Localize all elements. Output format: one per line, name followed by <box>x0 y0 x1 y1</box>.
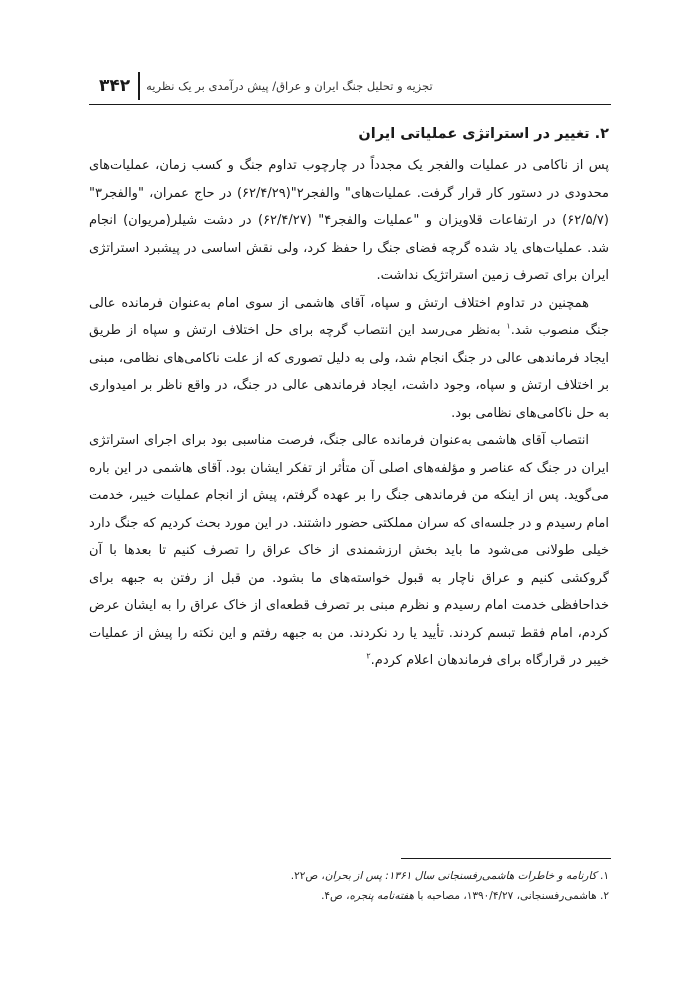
footnote-1 <box>89 866 609 886</box>
footnote-2 <box>89 886 609 906</box>
header-rule <box>89 104 611 105</box>
footnote-ref-1: ۱ <box>506 321 511 331</box>
paragraph-3 <box>89 427 609 675</box>
footnote-1-title: کارنامه و خاطرات هاشمی‌رفسنجانی سال ۱۳۶۱: پس از بحران <box>324 870 597 882</box>
paragraph-3-text: انتصاب آقای هاشمی به‌عنوان فرمانده عالی جنگ، فرصت مناسبی بود برای اجرای استراتژی ایران در جنگ که عناصر و مؤلفه‌های اصلی آن متأثر از تفکر ایشان بود. آقای هاشمی در این باره می‌گوید. پس از اینکه من فرماندهی جنگ را بر عهده گرفتم، پیش از انجام عملیات خیبر، خدمت امام رسیدم و در جلسه‌ای که سران مملکتی حضور داشتند. در این مورد بحث کردیم که جنگ دارد خیلی طولانی می‌شود ما باید بخش ارزشمندی از خاک عراق را تصرف کنیم تا بعدها با آن گروکشی کنیم و عراق ناچار به قبول خواسته‌های ما بشود. من قبل از رفتن به جبهه برای خداحافظی خدمت امام رسیدم و نظرم مبنی بر تصرف قطعه‌ای از خاک عراق را به ایشان عرض کردم، امام فقط تبسم کردند. تأیید یا رد نکردند. من به جبهه رفتم و این نکته را پیش از عملیات خیبر در قرارگاه برای فرماندهان اعلام کردم. <box>89 433 609 668</box>
footnotes <box>89 866 609 906</box>
page-number: ۳۴۲ <box>99 76 131 96</box>
paragraph-2 <box>89 290 609 428</box>
header-divider <box>138 72 140 100</box>
footnote-2-rest: ، ص۴. <box>321 890 350 902</box>
paragraph-1: پس از ناکامی در عملیات والفجر یک مجدداً در چارچوب تداوم جنگ و کسب زمان، عملیات‌های محدودی در دستور کار قرار گرفت. عملیات‌های" والفجر۲"(۶۲/۴/۲۹) در حاج عمران، "والفجر۳"(۶۲/۵/۷) در ارتفاعات قلاویزان و "عملیات والفجر۴" (۶۲/۴/۲۷) در دشت شیلر(مریوان) انجام شد. عملیات‌های یاد شده گرچه فضای جنگ را حفظ کرد، ولی نقش اساسی در پیشبرد استراتژی ایران برای تصرف زمین استراتژیک نداشت. <box>89 158 609 283</box>
body-text <box>89 118 609 675</box>
section-heading: ۲. تغییر در استراتژی عملیاتی ایران <box>358 126 609 142</box>
footnote-1-rest: ، ص۲۲. <box>290 870 325 882</box>
running-header <box>91 66 611 106</box>
footnote-2-title: هفته‌نامه پنجره <box>349 890 414 902</box>
footnote-2-prefix: ۲. هاشمی‌رفسنجانی، ۱۳۹۰/۴/۲۷، مصاحبه با <box>414 890 609 902</box>
running-title: تجزیه و تحلیل جنگ ایران و عراق/ پیش درآمدی بر یک نظریه <box>146 79 433 93</box>
paragraph-2-part-a: همچنین در تداوم اختلاف ارتش و سپاه، آقای هاشمی از سوی امام به‌عنوان فرمانده عالی جنگ منصوب شد. <box>89 295 609 338</box>
paragraph-2-part-b: به‌نظر می‌رسد این انتصاب گرچه برای حل اختلاف ارتش و سپاه از طریق ایجاد فرماندهی عالی در جنگ انجام شد، ولی به دلیل تصوری که از علت ناکامی‌های نظامی، مبنی بر اختلاف ارتش و سپاه، وجود داشت، ایجاد فرماندهی عالی در جنگ، در واقع ناظر بر امیدواری به حل ناکامی‌های نظامی بود. <box>89 323 609 421</box>
footnote-rule <box>401 858 611 859</box>
footnote-ref-2: ۲ <box>366 651 371 661</box>
footnote-1-prefix: ۱. <box>596 870 609 882</box>
